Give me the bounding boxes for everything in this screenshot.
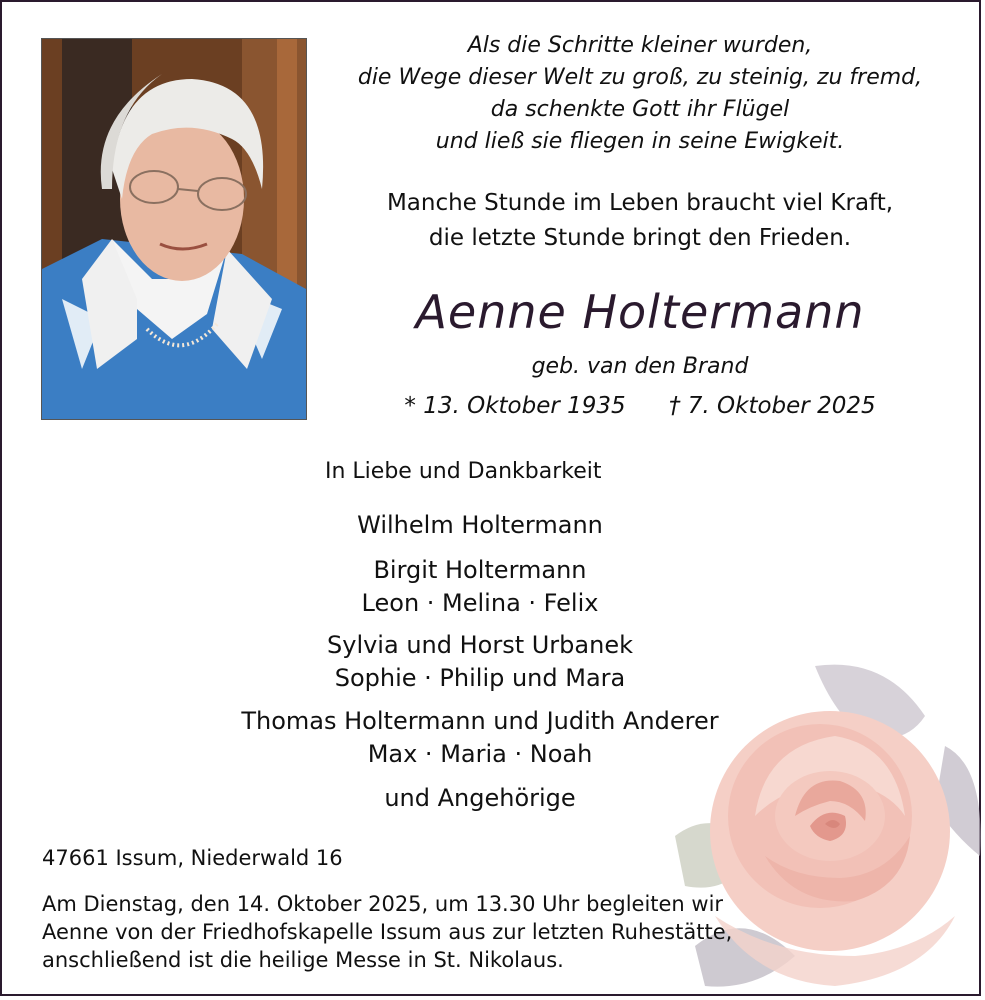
mourner-line: Leon · Melina · Felix: [361, 589, 599, 617]
verse-line: die letzte Stunde bringt den Frieden.: [428, 225, 852, 251]
family-address: 47661 Issum, Niederwald 16: [42, 846, 343, 870]
birth-name: geb. van den Brand: [531, 354, 749, 379]
notice-line: Aenne von der Friedhofskapelle Issum aus zur letzten Ruhestätte,: [42, 920, 733, 944]
mourner-line: Birgit Holtermann: [373, 556, 587, 584]
verse-line: Manche Stunde im Leben braucht viel Kraft,: [386, 190, 894, 216]
verse: [320, 186, 960, 256]
deceased-name: Aenne Holtermann: [415, 285, 865, 339]
poem-line: und ließ sie fliegen in seine Ewigkeit.: [435, 129, 845, 154]
life-dates: [320, 390, 960, 422]
birth-date: * 13. Oktober 1935: [404, 393, 626, 419]
intro-line: In Liebe und Dankbarkeit: [325, 459, 602, 484]
mourner-line: Sophie · Philip und Mara: [334, 664, 626, 692]
poem-line: die Wege dieser Welt zu groß, zu steinig, zu fremd,: [357, 65, 923, 90]
poem: [320, 30, 960, 158]
mourner-line: Thomas Holtermann und Judith Anderer: [241, 707, 719, 735]
mourner-line: und Angehörige: [384, 784, 576, 812]
poem-line: da schenkte Gott ihr Flügel: [490, 97, 790, 122]
mourner-line: Max · Maria · Noah: [367, 740, 593, 768]
notice-line: anschließend ist die heilige Messe in St. Nikolaus.: [42, 948, 564, 972]
notice-line: Am Dienstag, den 14. Oktober 2025, um 13.30 Uhr begleiten wir: [42, 892, 724, 916]
death-date: † 7. Oktober 2025: [668, 393, 876, 419]
mourner-line: Sylvia und Horst Urbanek: [327, 631, 633, 659]
funeral-notice: [42, 890, 762, 974]
poem-line: Als die Schritte kleiner wurden,: [467, 33, 813, 58]
mourner-line: Wilhelm Holtermann: [357, 511, 603, 539]
portrait-photo: [41, 38, 307, 420]
